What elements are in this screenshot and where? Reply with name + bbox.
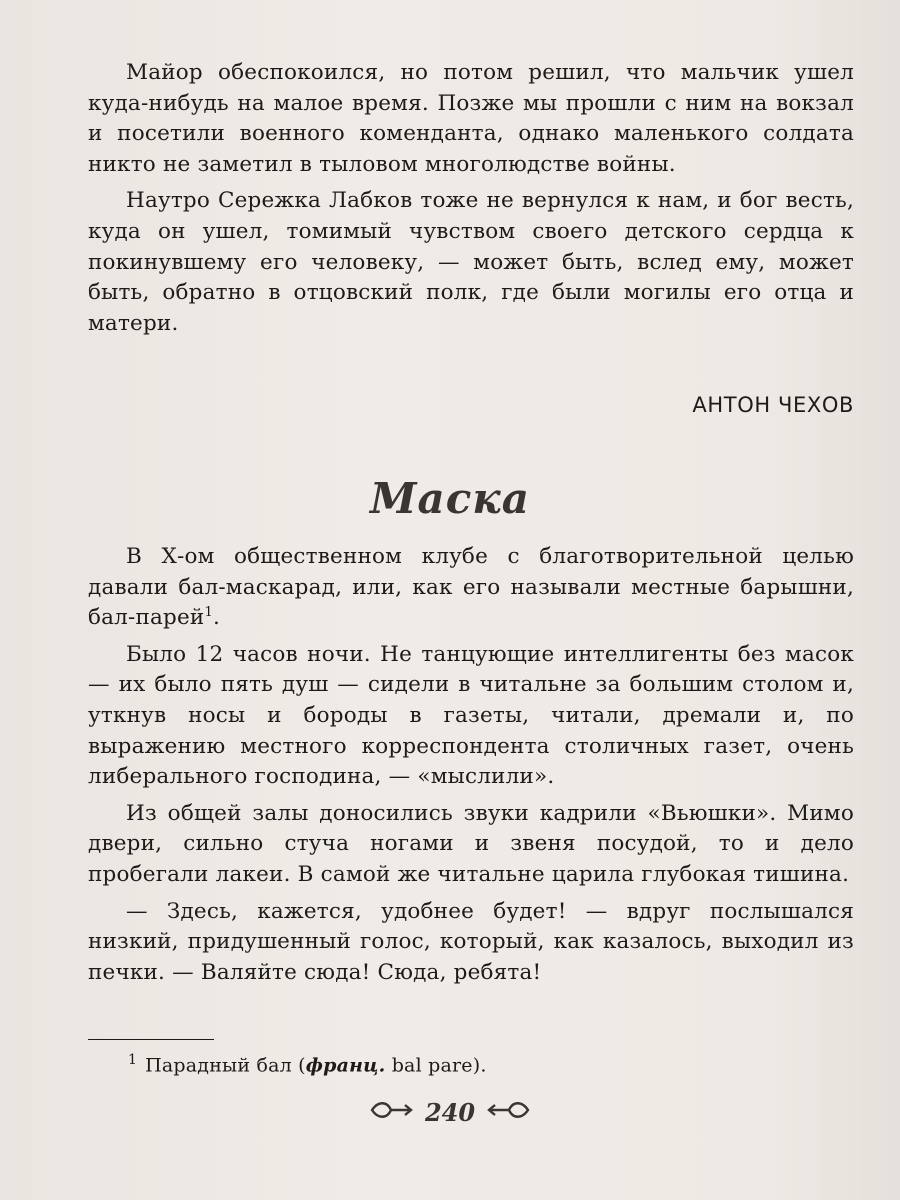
story-title: Маска	[370, 474, 530, 523]
paragraph	[88, 542, 854, 634]
paragraph-text: В Х-ом общественном клубе с благотворительной целью давали бал-маскарад, или, как его называли местные барышни, бал-парей	[88, 544, 854, 631]
footnote-text-end: bal pare).	[385, 1054, 487, 1077]
paragraph: — Здесь, кажется, удобнее будет! — вдруг послышался низкий, придушенный голос, который, как казалось, выходил из печки. — Валяйте сюда! Сюда, ребята!	[88, 898, 854, 985]
previous-story-ending	[88, 58, 854, 339]
left-ornament-icon	[369, 1097, 415, 1127]
paragraph: Наутро Сережка Лабков тоже не вернулся к нам, и бог весть, куда он ушел, томимый чувством своего детского сердца к покинувшему его человеку, — может быть, вслед ему, может быть, обратно в отцовский полк, где были могилы его отца и матери.	[88, 188, 854, 336]
footnote-language: франц.	[305, 1054, 386, 1077]
page-number-block	[0, 1097, 900, 1127]
right-ornament-icon	[485, 1097, 531, 1127]
footnote-divider	[88, 1039, 214, 1040]
page-number: 240	[424, 1097, 476, 1127]
footnote	[128, 1052, 487, 1076]
footnote-mark: 1	[128, 1052, 138, 1068]
paragraph: Майор обеспокоился, но потом решил, что мальчик ушел куда-нибудь на малое время. Позже мы прошли с ним на вокзал и посетили военного коменданта, однако маленького солдата никто не заметил в тыловом многолюдстве войны.	[88, 60, 854, 177]
paragraph: Было 12 часов ночи. Не танцующие интеллигенты без масок — их было пять душ — сидели в читальне за большим столом и, уткнув носы и бороды в газеты, читали, дремали и, по выражению местного корреспондента столичных газет, очень либерального господина, — «мыслили».	[88, 641, 854, 790]
author-name: АНТОН ЧЕХОВ	[692, 393, 854, 417]
paragraph: Из общей залы доносились звуки кадрили «Вьюшки». Мимо двери, сильно стуча ногами и звеня посудой, то и дело пробегали лакеи. В самой же читальне царила глубокая тишина.	[88, 800, 854, 887]
story-text	[88, 542, 854, 988]
footnote-text: Парадный бал (	[145, 1054, 306, 1077]
footnote-reference[interactable]: 1	[204, 605, 213, 621]
paragraph-end: .	[212, 605, 220, 631]
